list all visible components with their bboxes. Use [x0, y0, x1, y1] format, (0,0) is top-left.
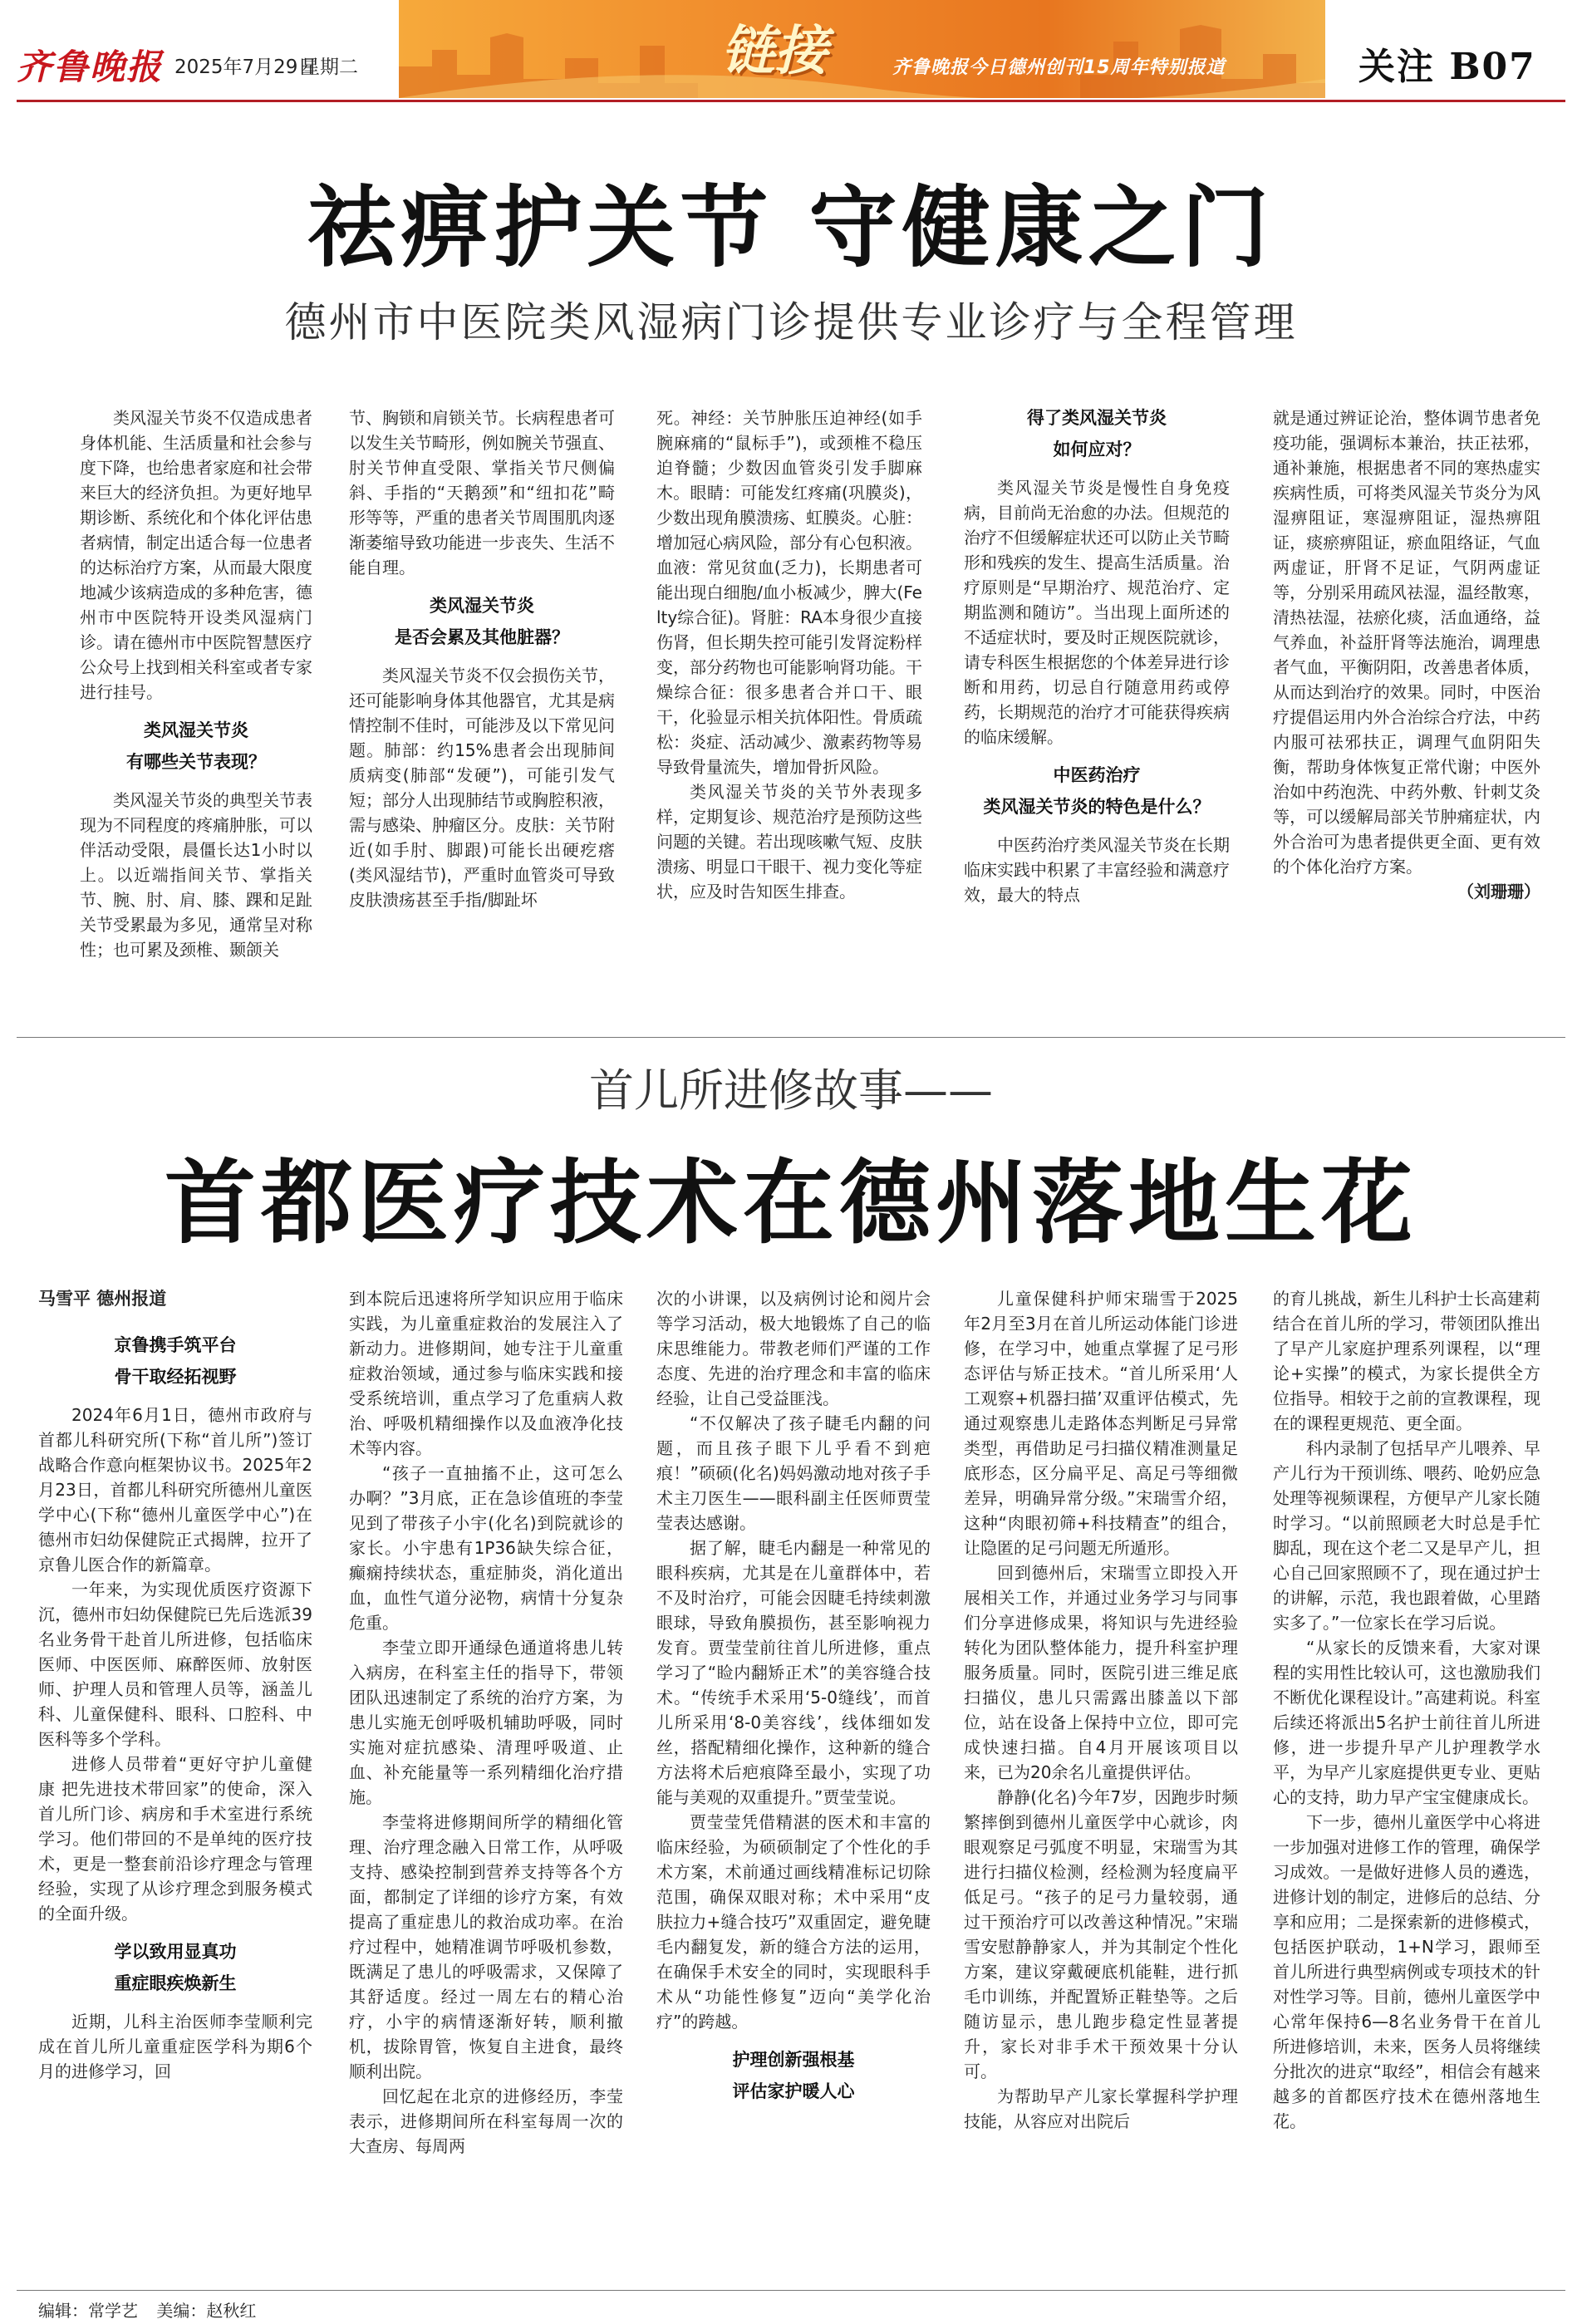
- paragraph: 2024年6月1日，德州市政府与首都儿科研究所(下称“首儿所”)签订战略合作意向框架协议书。2025年2月23日，首都儿科研究所德州儿童医学中心(下称“德州儿童医学中心”)在德州市妇幼保健院正式揭牌，拉开了京鲁儿医合作的新篇章。: [38, 1405, 312, 1575]
- paragraph: 一年来，为实现优质医疗资源下沉，德州市妇幼保健院已先后选派39名业务骨干赴首儿所进修，包括临床医师、中医医师、麻醉医师、放射医师、护理人员和管理人员等，涵盖儿科、儿童保健科、眼科、口腔科、中医科等多个学科。: [38, 1580, 312, 1749]
- article2-kicker: 首儿所进修故事——: [589, 1064, 993, 1117]
- page-footer: [38, 2297, 269, 2322]
- paragraph: 类风湿关节炎的关节外表现多样，定期复诊、规范治疗是预防这些问题的关键。若出现咳嗽气短、皮肤溃疡、明显口干眼干、视力变化等症状，应及时告知医生排查。: [656, 782, 922, 902]
- paragraph: 死。神经：关节肿胀压迫神经(如手腕麻痛的“鼠标手”)，或颈椎不稳压迫脊髓；少数因血管炎引发手脚麻木。眼睛：可能发红疼痛(巩膜炎)，少数出现角膜溃疡、虹膜炎。心脏：增加冠心病风险，部分有心包积液。血液：常见贫血(乏力)，长期患者可能出现白细胞/血小板减少，脾大(Felty综合征)。肾脏：RA本身很少直接伤肾，但长期失控可能引发肾淀粉样变，部分药物也可能影响肾功能。干燥综合征：很多患者合并口干、眼干，化验显示相关抗体阳性。骨质疏松：炎症、活动减少、激素药物等易导致骨量流失，增加骨折风险。: [656, 408, 922, 777]
- subheading: 评估家护暖人心: [732, 2081, 855, 2101]
- paragraph: 下一步，德州儿童医学中心将进一步加强对进修工作的管理，确保学习成效。一是做好进修人员的遴选，进修计划的制定，进修后的总结、分享和应用；二是探索新的进修模式，包括医护联动，1+N学习，跟师至首儿所进行典型病例或专项技术的针对性学习等。目前，德州儿童医学中心常年保持6—8名业务骨干在首儿所进修培训，未来，医务人员将继续分批次的进京“取经”，相信会有越来越多的首都医疗技术在德州落地生花。: [1273, 1812, 1540, 2131]
- author-signature: （刘珊珊）: [1457, 882, 1540, 902]
- article1-column-5: [1273, 405, 1540, 987]
- paragraph: 次的小讲课，以及病例讨论和阅片会等学习活动，极大地锻炼了自己的临床思维能力。带教老师们严谨的工作态度、先进的治疗理念和丰富的临床经验，让自己受益匪浅。: [656, 1289, 931, 1408]
- header-divider: [17, 100, 1565, 102]
- paragraph: “从家长的反馈来看，大家对课程的实用性比较认可，这也激励我们不断优化课程设计。”高建莉说。科室后续还将派出5名护士前往首儿所进修，进一步提升早产儿护理教学水平，为早产儿家庭提供更专业、更贴心的支持，助力早产宝宝健康成长。: [1273, 1638, 1540, 1807]
- paragraph: 李莹将进修期间所学的精细化管理、治疗理念融入日常工作，从呼吸支持、感染控制到营养支持等各个方面，都制定了详细的诊疗方案，有效提高了重症患儿的救治成功率。在治疗过程中，她精准调节呼吸机参数，既满足了患儿的呼吸需求，又保障了其舒适度。经过一周左右的精心治疗，小宇的病情逐渐好转，顺利撤机，拔除胃管，恢复自主进食，最终顺利出院。: [349, 1812, 623, 2081]
- paragraph: 节、胸锁和肩锁关节。长病程患者可以发生关节畸形，例如腕关节强直、肘关节伸直受限、掌指关节尺侧偏斜、手指的“天鹅颈”和“纽扣花”畸形等等，严重的患者关节周围肌肉逐渐萎缩导致功能进一步丧失、生活不能自理。: [349, 408, 615, 577]
- subheading: 有哪些关节表现？: [126, 752, 266, 772]
- section-page-label: 关注 B07: [1358, 46, 1536, 88]
- paragraph: 到本院后迅速将所学知识应用于临床实践，为儿童重症救治的发展注入了新动力。进修期间，她专注于儿童重症救治领域，通过参与临床实践和接受系统培训，重点学习了危重病人救治、呼吸机精细操作以及血液净化技术等内容。: [349, 1289, 623, 1458]
- article1-column-2: [349, 405, 615, 987]
- paragraph: 类风湿关节炎不仅造成患者身体机能、生活质量和社会参与度下降，也给患者家庭和社会带来巨大的经济负担。为更好地早期诊断、系统化和个体化评估患者病情，制定出适合每一位患者的达标治疗方案，从而最大限度地减少该病造成的多种危害，德州市中医院特开设类风湿病门诊。请在德州市中医院智慧医疗公众号上找到相关科室或者专家进行挂号。: [80, 408, 312, 702]
- paragraph: 李莹立即开通绿色通道将患儿转入病房，在科室主任的指导下，带领团队迅速制定了系统的治疗方案，为患儿实施无创呼吸机辅助呼吸，同时实施对症抗感染、清理呼吸道、止血、补充能量等一系列精细化治疗措施。: [349, 1638, 623, 1807]
- issue-weekday: 星期二: [301, 57, 358, 78]
- paragraph: 贾莹莹凭借精湛的医术和丰富的临床经验，为硕硕制定了个性化的手术方案，术前通过画线精准标记切除范围，确保双眼对称；术中采用“皮肤拉力+缝合技巧”双重固定，避免睫毛内翻复发，新的缝合方法的运用，在确保手术安全的同时，实现眼科手术从“功能性修复”迈向“美学化治疗”的跨越。: [656, 1812, 931, 2032]
- article2-column-2: [349, 1286, 623, 2292]
- article1-column-4: [964, 405, 1230, 987]
- subheading: 得了类风湿关节炎: [1027, 408, 1167, 428]
- paragraph: 儿童保健科护师宋瑞雪于2025年2月至3月在首儿所运动体能门诊进修，在学习中，她重点掌握了足弓形态评估与矫正技术。“首儿所采用‘人工观察+机器扫描’双重评估模式，先通过观察患儿走路体态判断足弓异常类型，再借助足弓扫描仪精准测量足底形态，区分扁平足、高足弓等细微差异，明确异常分级。”宋瑞雪介绍，这种“肉眼初筛+科技精查”的组合，让隐匿的足弓问题无所遁形。: [964, 1289, 1238, 1558]
- article2-column-5: [1273, 1286, 1540, 2292]
- subheading: 是否会累及其他脏器？: [395, 627, 569, 647]
- article2-column-4: [964, 1286, 1238, 2292]
- banner-subtitle: 齐鲁晚报今日德州创刊15周年特别报道: [892, 57, 1226, 78]
- city-skyline-graphic: [399, 0, 1325, 98]
- article1-subtitle: 德州市中医院类风湿病门诊提供专业诊疗与全程管理: [284, 298, 1298, 346]
- paragraph: 静静(化名)今年7岁，因跑步时频繁摔倒到德州儿童医学中心就诊，肉眼观察足弓弧度不明显，宋瑞雪为其进行扫描仪检测，经检测为轻度扁平低足弓。“孩子的足弓力量较弱，通过干预治疗可以改善这种情况。”宋瑞雪安慰静静家人，并为其制定个性化方案，建议穿戴硬底机能鞋，进行抓毛巾训练，并配置矫正鞋垫等。之后随访显示，患儿跑步稳定性显著提升，家长对非手术干预效果十分认可。: [964, 1787, 1238, 2081]
- paragraph: 近期，儿科主治医师李莹顺利完成在首儿所儿童重症医学科为期6个月的进修学习，回: [38, 2012, 312, 2081]
- article1-title: 祛痹护关节 守健康之门: [307, 175, 1275, 279]
- paragraph: 类风湿关节炎的典型关节表现为不同程度的疼痛肿胀，可以伴活动受限，晨僵长达1小时以上。以近端指间关节、掌指关节、腕、肘、肩、膝、踝和足趾关节受累最为多见，通常呈对称性；也可累及颈椎、颞颌关: [80, 790, 312, 960]
- article1-column-1: [80, 405, 312, 987]
- paragraph: 进修人员带着“更好守护儿童健康 把先进技术带回家”的使命，深入首儿所门诊、病房和手术室进行系统学习。他们带回的不是单纯的医疗技术，更是一整套前沿诊疗理念与管理经验，实现了从诊疗理念到服务模式的全面升级。: [38, 1754, 312, 1924]
- footer-divider: [17, 2290, 1565, 2291]
- designer-credit: 美编：赵秋红: [156, 2301, 257, 2321]
- paragraph: “不仅解决了孩子睫毛内翻的问题，而且孩子眼下儿乎看不到疤痕！”硕硕(化名)妈妈激动地对孩子手术主刀医生——眼科副主任医师贾莹莹表达感谢。: [656, 1413, 931, 1533]
- paragraph: 就是通过辨证论治，整体调节患者免疫功能，强调标本兼治，扶正祛邪，通补兼施，根据患者不同的寒热虚实疾病性质，可将类风湿关节炎分为风湿痹阻证，寒湿痹阻证，湿热痹阻证，痰瘀痹阻证，瘀血阻络证，气血两虚证，肝肾不足证，气阴两虚证等，分别采用疏风祛湿，温经散寒，清热祛湿，祛瘀化痰，活血通络，益气养血，补益肝肾等法施治，调理患者气血，平衡阴阳，改善患者体质，从而达到治疗的效果。同时，中医治疗提倡运用内外合治综合疗法，中药内服可祛邪扶正，调理气血阴阳失衡，帮助身体恢复正常代谢；中医外治如中药泡洗、中药外敷、针刺艾灸等，可以缓解局部关节肿痛症状，内外合治可为患者提供更全面、更有效的个体化治疗方案。: [1273, 408, 1540, 877]
- paragraph: 据了解，睫毛内翻是一种常见的眼科疾病，尤其是在儿童群体中，若不及时治疗，可能会因睫毛持续刺激眼球，导致角膜损伤，甚至影响视力发育。贾莹莹前往首儿所进修，重点学习了“睑内翻矫正术”的美容缝合技术。“传统手术采用‘5-0缝线’，而首儿所采用‘8-0美容线’，线体细如发丝，搭配精细化操作，这种新的缝合方法将术后疤痕降至最小，实现了功能与美观的双重提升。”贾莹莹说。: [656, 1538, 931, 1807]
- page-header: [0, 0, 1582, 133]
- paper-logo: 齐鲁晚报: [17, 47, 164, 87]
- issue-date: 2025年7月29日: [174, 57, 317, 78]
- article-divider: [17, 1037, 1565, 1038]
- paragraph: “孩子一直抽搐不止，这可怎么办啊？”3月底，正在急诊值班的李莹见到了带孩子小宇(化名)到院就诊的家长。小宇患有1P36缺失综合征，癫痫持续状态，重症肺炎，消化道出血，血性气道分泌物，病情十分复杂危重。: [349, 1463, 623, 1633]
- paragraph: 的育儿挑战，新生儿科护士长高建莉结合在首儿所的学习，带领团队推出了早产儿家庭护理系列课程，以“理论+实操”的模式，为家长提供全方位指导。相较于之前的宣教课程，现在的课程更规范、更全面。: [1273, 1289, 1540, 1433]
- paragraph: 回忆起在北京的进修经历，李莹表示，进修期间所在科室每周一次的大查房、每周两: [349, 2086, 623, 2156]
- editor-credit: 编辑：常学艺: [38, 2301, 138, 2321]
- paragraph: 类风湿关节炎不仅会损伤关节，还可能影响身体其他器官，尤其是病情控制不佳时，可能涉及以下常见问题。肺部：约15%患者会出现肺间质病变(肺部“发硬”)，可能引发气短；部分人出现肺结节或胸腔积液，需与感染、肿瘤区分。皮肤：关节附近(如手肘、脚跟)可能长出硬疙瘩(类风湿结节)，严重时血管炎可导致皮肤溃疡甚至手指/脚趾坏: [349, 666, 615, 910]
- paragraph: 回到德州后，宋瑞雪立即投入开展相关工作，并通过业务学习与同事们分享进修成果，将知识与先进经验转化为团队整体能力，提升科室护理服务质量。同时，医院引进三维足底扫描仪，患儿只需露出膝盖以下部位，站在设备上保持中立位，即可完成快速扫描。自4月开展该项目以来，已为20余名儿童提供评估。: [964, 1563, 1238, 1782]
- subheading: 骨干取经拓视野: [114, 1367, 237, 1387]
- subheading: 类风湿关节炎: [144, 720, 248, 740]
- subheading: 类风湿关节炎的特色是什么？: [983, 797, 1211, 817]
- subheading: 京鲁携手筑平台: [114, 1335, 237, 1355]
- anniversary-banner: [399, 0, 1325, 98]
- article2-column-1: [38, 1286, 312, 2292]
- subheading: 学以致用显真功: [114, 1942, 237, 1962]
- byline: 马雪平 德州报道: [38, 1289, 167, 1309]
- article1-column-3: [656, 405, 922, 987]
- banner-title: 链接: [721, 20, 828, 82]
- article2-column-3: [656, 1286, 931, 2292]
- paragraph: 类风湿关节炎是慢性自身免疫病，目前尚无治愈的办法。但规范的治疗不但缓解症状还可以防止关节畸形和残疾的发生、提高生活质量。治疗原则是“早期治疗、规范治疗、定期监测和随访”。当出现上面所述的不适症状时，要及时正规医院就诊，请专科医生根据您的个体差异进行诊断和用药，切忌自行随意用药或停药，长期规范的治疗才可能获得疾病的临床缓解。: [964, 478, 1230, 747]
- article2-title: 首都医疗技术在德州落地生花: [165, 1149, 1417, 1256]
- subheading: 护理创新强根基: [732, 2050, 855, 2070]
- subheading: 中医药治疗: [1053, 765, 1141, 785]
- paragraph: 科内录制了包括早产儿喂养、早产儿行为干预训练、喂药、呛奶应急处理等视频课程，方便早产儿家长随时学习。“以前照顾老大时总是手忙脚乱，现在这个老二又是早产儿，担心自己回家照顾不了，现在通过护士的讲解，示范，我也跟着做，心里踏实多了。”一位家长在学习后说。: [1273, 1438, 1540, 1633]
- paragraph: 中医药治疗类风湿关节炎在长期临床实践中积累了丰富经验和满意疗效，最大的特点: [964, 835, 1230, 905]
- subheading: 类风湿关节炎: [430, 596, 534, 616]
- subheading: 重症眼疾焕新生: [114, 1973, 237, 1993]
- subheading: 如何应对？: [1053, 440, 1141, 459]
- paragraph: 为帮助早产儿家长掌握科学护理技能，从容应对出院后: [964, 2086, 1238, 2131]
